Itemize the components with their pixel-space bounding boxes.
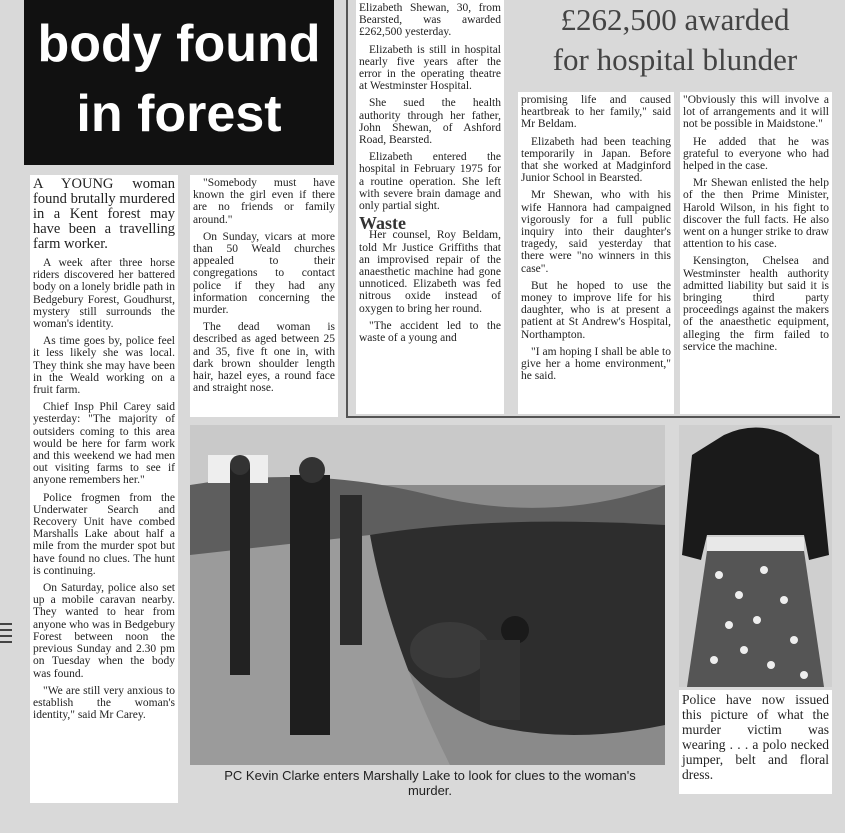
paragraph: "Somebody must have known the girl even if there are no friends or family around." [193, 177, 335, 226]
paragraph: "I am hoping I shall be able to give her a home environment," he said. [521, 345, 671, 383]
paragraph: She sued the health authority through her father, John Shewan, of Ashford Road, Bearsted. [359, 97, 501, 147]
column-rule [346, 0, 348, 418]
paragraph: On Sunday, vicars at more than 50 Weald churches appealed to their congregations to contact police if they had any information concerning the murder. [193, 230, 335, 317]
paragraph: Elizabeth entered the hospital in February 1975 for a routine operation. She left with severe brain damage and only partial sight. [359, 151, 501, 213]
article-column-2 [190, 175, 338, 417]
paragraph: Mr Shewan enlisted the help of the then Prime Minister, Harold Wilson, in his fight to discover the full facts. He also went on a hunger strike to draw attention to his case. [683, 177, 829, 251]
menu-icon-bar [0, 623, 12, 625]
menu-icon-bar [0, 635, 12, 637]
paragraph: Elizabeth is still in hospital nearly five years after the error in the operating theatre at Westminster Hospital. [359, 43, 501, 93]
headline-line-2: in forest [76, 85, 282, 143]
headline-line-1: body found [37, 15, 321, 73]
paragraph: The dead woman is described as aged between 25 and 35, five ft one in, with dark brown shoulder length hair, hazel eyes, a round face and straight nose. [193, 321, 335, 395]
paragraph: Police frogmen from the Underwater Search and Recovery Unit have combed Marshalls Lake about half a mile from the murder spot but have found no clues. The hunt is continuing. [33, 491, 175, 577]
photo-caption: PC Kevin Clarke enters Marshally Lake to look for clues to the woman's murder. [224, 768, 636, 798]
menu-icon-bar [0, 641, 12, 643]
right-headline-line-1: £262,500 awarded [560, 2, 790, 37]
paragraph: He added that he was grateful to everyone who had helped in the case. [683, 135, 829, 173]
paragraph: promising life and caused heartbreak to her family," said Mr Beldam. [521, 94, 671, 131]
paragraph: Her counsel, Roy Beldam, told Mr Justice Griffiths that an improvised repair of the anaesthetic machine had gone unnoticed. Elizabeth was fed nitrous oxide instead of oxygen to bring her round. [359, 229, 501, 315]
article-column-3 [356, 0, 504, 414]
paragraph: Kensington, Chelsea and Westminster health authority admitted liability but said it is bringing third party proceedings against the makers of the anaesthetic equipment, alleging the firm failed to service the machine. [683, 255, 829, 353]
right-headline-line-2: for hospital blunder [552, 42, 798, 77]
subheading-waste: Waste [359, 213, 406, 234]
paragraph: "Obviously this will involve a lot of arrangements and it will not be possible in Maidstone." [683, 94, 829, 131]
article-column-4 [518, 92, 674, 414]
paragraph: "We are still very anxious to establish the woman's identity," said Mr Carey. [33, 684, 175, 722]
paragraph: On Saturday, police also set up a mobile caravan nearby. They wanted to hear from anyone who was in Bedgebury Forest between noon the previous Sunday and 2.30 pm on Tuesday when the body was found. [33, 582, 175, 680]
paragraph: Elizabeth had been teaching temporarily in Japan. Before that she worked at Madginford Junior School in Bearsted. [521, 135, 671, 185]
menu-icon[interactable] [0, 623, 12, 651]
menu-icon-bar [0, 629, 12, 631]
paragraph: A week after three horse riders discovered her battered body on a lonely bridle path in Bedgebury Forest, Goudhurst, mystery still surrounds the woman's identity. [33, 257, 175, 331]
lead-paragraph: A YOUNG woman found brutally murdered in a Kent forest may have been a travelling farm worker. [33, 176, 175, 252]
paragraph: Elizabeth Shewan, 30, from Bearsted, was awarded £262,500 yesterday. [359, 2, 501, 39]
headline-box [24, 0, 334, 165]
lake-photo-illustration [190, 425, 665, 765]
paragraph: Mr Shewan, who with his wife Hannora had campaigned vigorously for a full public inquiry into their daughter's tragedy, said yesterday that there were "no winners in this case". [521, 189, 671, 275]
paragraph: "The accident led to the waste of a young and [359, 319, 501, 345]
article-column-1 [30, 175, 178, 803]
lake-photograph [190, 425, 665, 765]
right-headline [510, 0, 840, 88]
dress-caption: Police have now issued this picture of what the murder victim was wearing . . . a polo necked jumper, belt and floral dress. [679, 690, 832, 794]
horizontal-rule [346, 416, 840, 418]
paragraph: But he hoped to use the money to improve life for his daughter, who is at present a patient at St Andrew's Hospital, Northampton. [521, 279, 671, 341]
article-column-5 [680, 92, 832, 414]
paragraph: Chief Insp Phil Carey said yesterday: "The majority of outsiders coming to this area would be here for farm work and this weekend we had men out visiting farms to see if anyone remembers her." [33, 401, 175, 487]
dress-illustration [679, 425, 832, 687]
dress-photograph [679, 425, 832, 687]
paragraph: As time goes by, police feel it less likely she was local. They think she may have been in the Weald working on a fruit farm. [33, 335, 175, 397]
